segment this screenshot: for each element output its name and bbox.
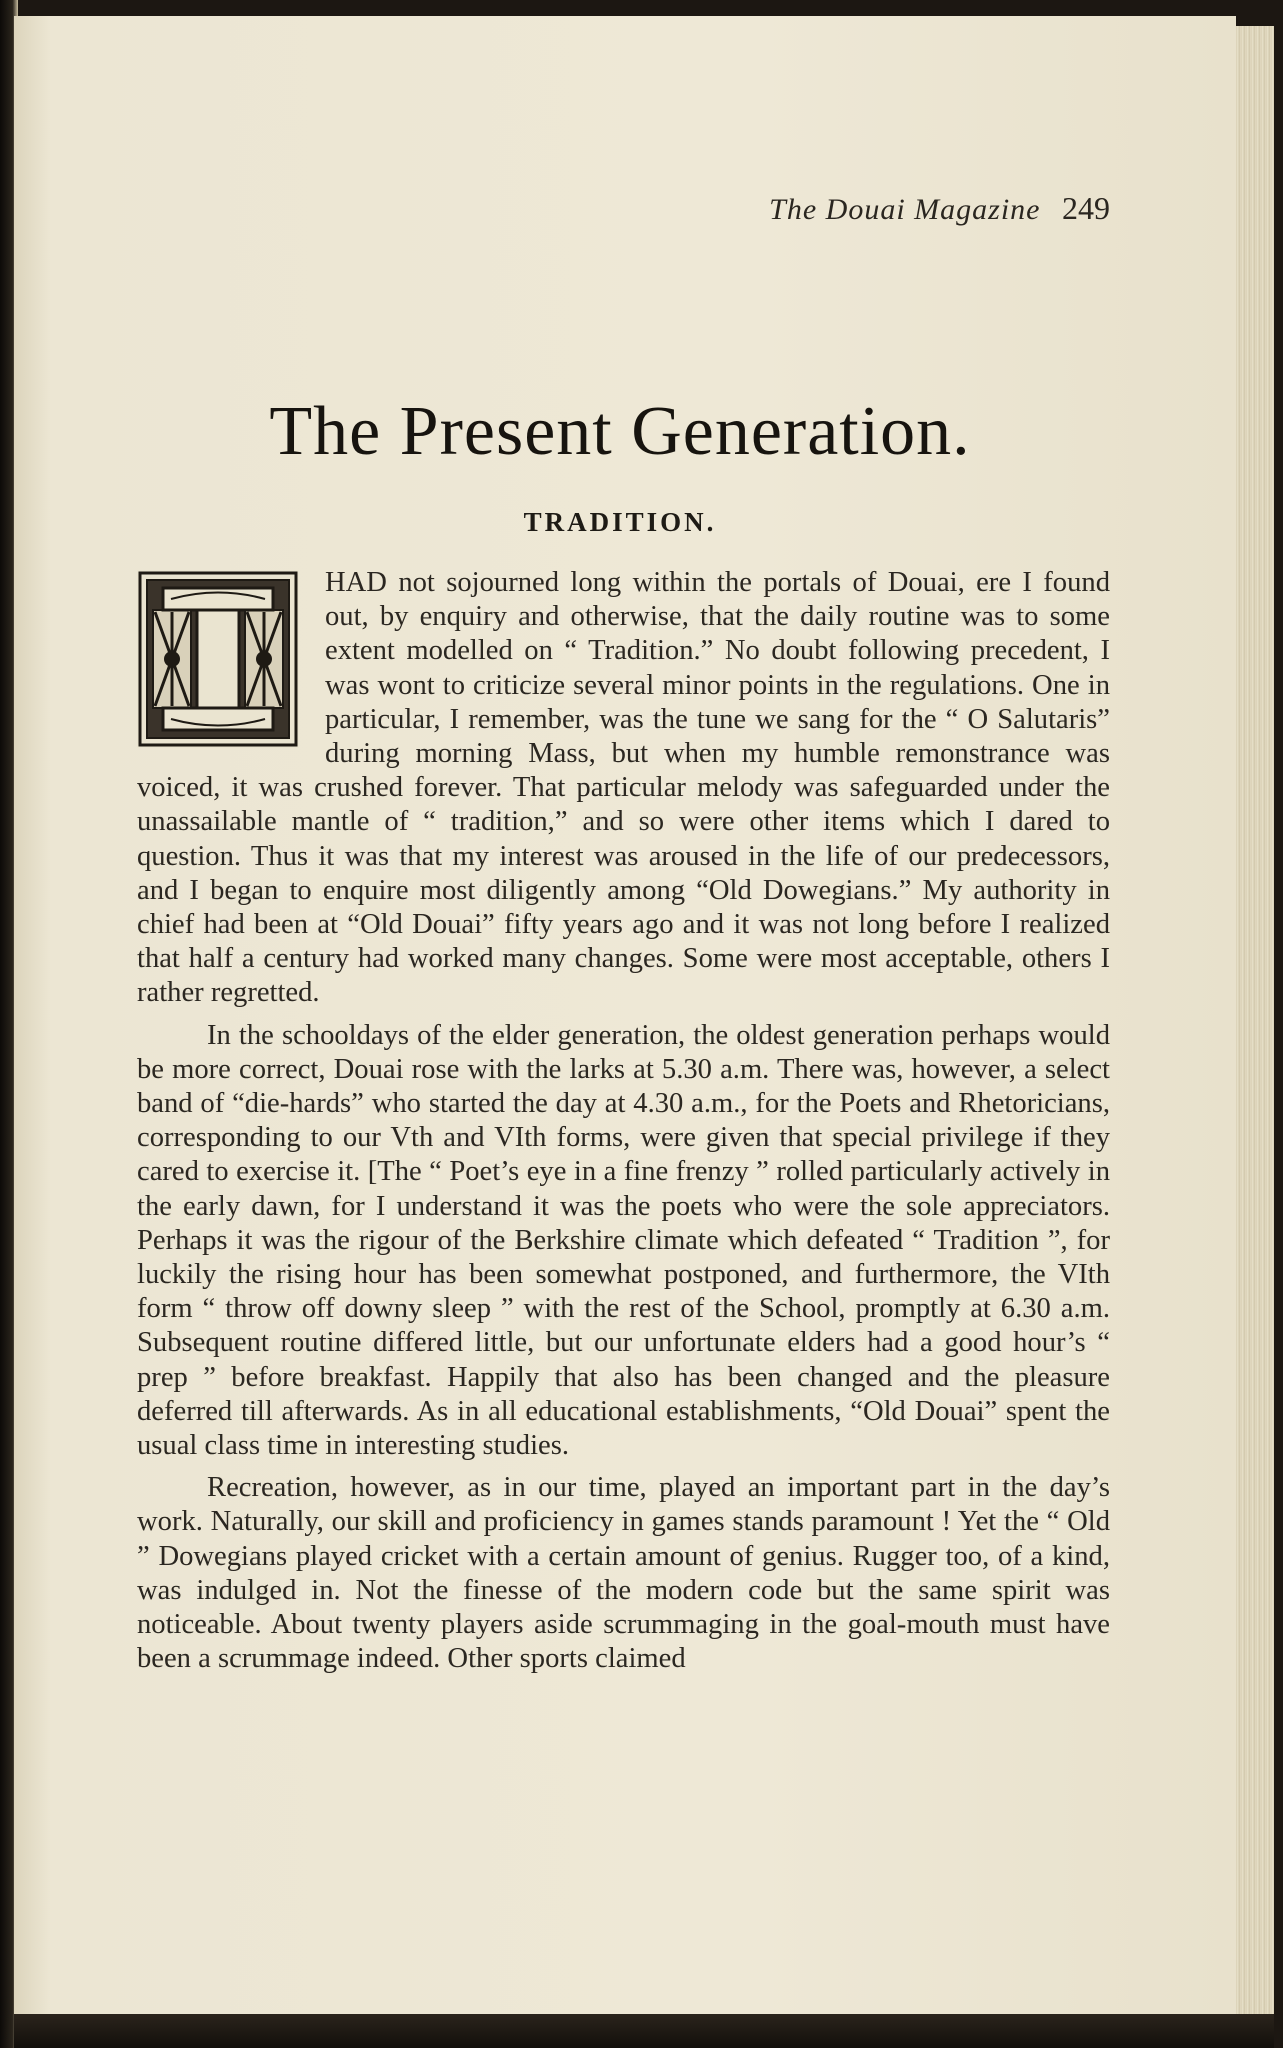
book-bottom-edge	[14, 2014, 1274, 2048]
page-stack-edge	[1236, 26, 1274, 2016]
paragraph-2: In the schooldays of the elder generation, the oldest generation perhaps would be more correct, Douai rose with the larks at 5.30 a.m. There was, however, a select band of “die-hards” who started the day at 4.30 a.m., for the Poets and Rhetoricians, corresponding to our Vth and VIth forms, were given that special privilege if they cared to exercise it. [The “ Poet’s eye in a fine frenzy ” rolled particularly actively in the early dawn, for I understand it was the poets who were the sole appreciators. Perhaps it was the rigour of the Berkshire climate which defeated “ Tradition ”, for luckily the rising hour has been somewhat postponed, and furthermore, the VIth form “ throw off downy sleep ” with the rest of the School, promptly at 6.30 a.m. Subsequent routine differed little, but our unfortunate elders had a good hour’s “ prep ” before breakfast. Happily that also has been changed and the pleasure deferred till afterwards. As in all educational establishments, “Old Douai” spent the usual class time in interesting studies.	[137, 1019, 1110, 1462]
paragraph-1-text: HAD not sojourned long within the portals of Douai, ere I found out, by enquiry and otherwise, that the daily routine was to some extent modelled on “ Tradition.” No doubt following precedent, I was wont to criticize several minor points in the regulations. One in particular, I remember, was the tune we sang for the “ O Salutaris” during morning Mass, but when my humble remonstrance was voiced, it was crushed forever. That particular melody was safeguarded under the unassailable mantle of “ tradition,” and so were other items which I dared to question. Thus it was that my interest was aroused in the life of our predecessors, and I began to enquire most diligently among “Old Dowegians.” My authority in chief had been at “Old Douai” fifty years ago and it was not long before I realized that half a century had worked many changes. Some were most acceptable, others I rather regretted.	[137, 567, 1110, 1009]
drop-cap-ornament-image	[137, 570, 299, 748]
running-header	[700, 190, 1110, 227]
article-title: The Present Generation.	[269, 393, 971, 470]
paragraph-1	[137, 566, 1110, 1011]
section-heading: TRADITION.	[523, 507, 717, 537]
paragraph-3: Recreation, however, as in our time, played an important part in the day’s work. Naturally, our skill and proficiency in games stands paramount ! Yet the “ Old ” Dowegians played cricket with a certain amount of genius. Rugger too, of a kind, was indulged in. Not the finesse of the modern code but the same spirit was noticeable. About twenty players aside scrummaging in the goal-mouth must have been a scrummage indeed. Other sports claimed	[137, 1472, 1110, 1675]
running-title: The Douai Magazine	[769, 193, 1041, 226]
drop-cap-ornament	[137, 570, 299, 748]
article-body	[137, 566, 1110, 1677]
page-number: 249	[1062, 190, 1110, 226]
